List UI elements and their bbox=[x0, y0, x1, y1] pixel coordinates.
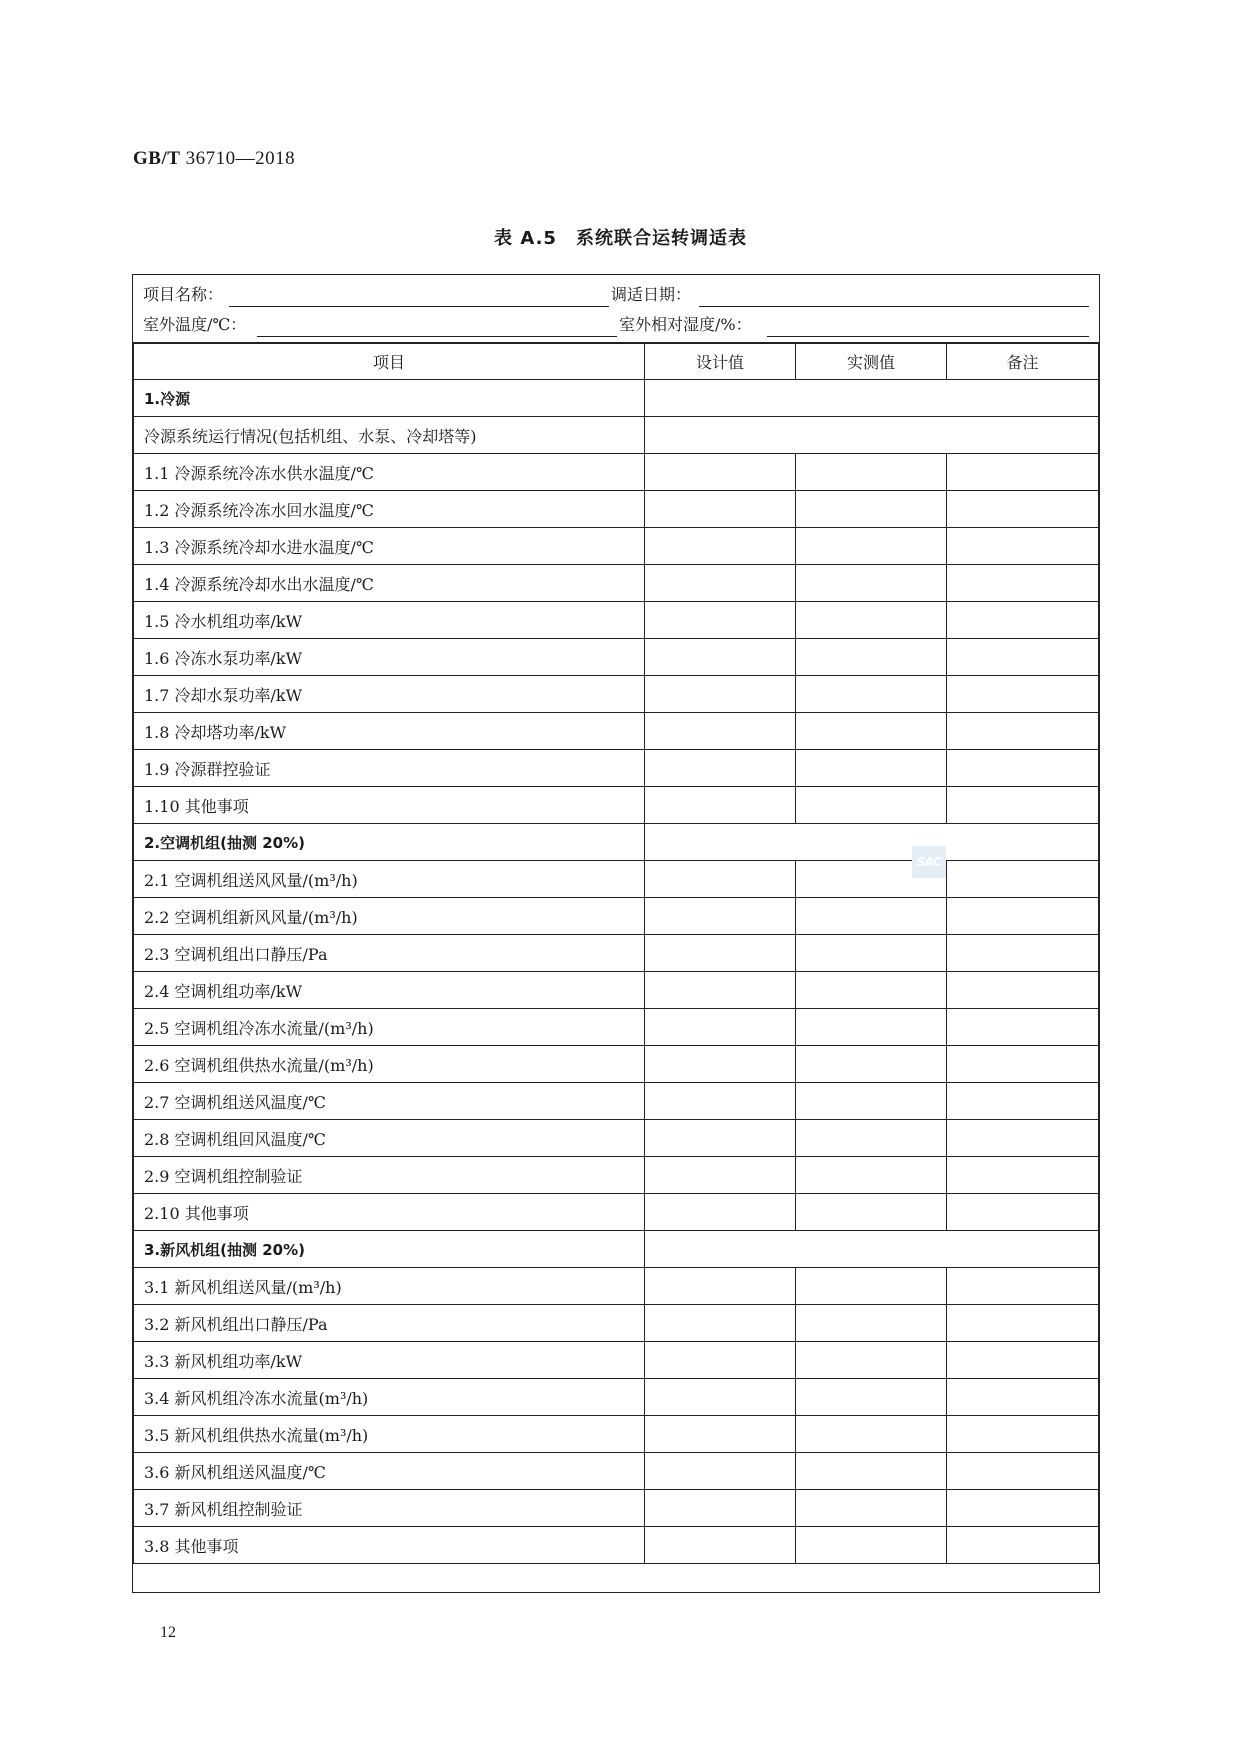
adjust-date-field[interactable] bbox=[699, 306, 1089, 307]
remarks-cell[interactable] bbox=[947, 676, 1099, 713]
remarks-cell[interactable] bbox=[947, 972, 1099, 1009]
row-item-label: 2.4 空调机组功率/kW bbox=[134, 972, 645, 1009]
measured-value-cell[interactable] bbox=[796, 935, 947, 972]
design-value-cell[interactable] bbox=[645, 787, 796, 824]
design-value-cell[interactable] bbox=[645, 972, 796, 1009]
section-row bbox=[134, 380, 1099, 417]
remarks-cell[interactable] bbox=[947, 861, 1099, 898]
row-item-label: 2.1 空调机组送风风量/(m³/h) bbox=[134, 861, 645, 898]
measured-value-cell[interactable] bbox=[796, 750, 947, 787]
table-row bbox=[134, 898, 1099, 935]
table-row bbox=[134, 1268, 1099, 1305]
design-value-cell[interactable] bbox=[645, 1120, 796, 1157]
table-row bbox=[134, 1490, 1099, 1527]
measured-value-cell[interactable] bbox=[796, 1379, 947, 1416]
remarks-cell[interactable] bbox=[947, 1490, 1099, 1527]
row-item-label: 1.6 冷冻水泵功率/kW bbox=[134, 639, 645, 676]
col-header-item: 项目 bbox=[134, 343, 645, 380]
col-header-design-value: 设计值 bbox=[645, 343, 796, 380]
table-row bbox=[134, 676, 1099, 713]
remarks-cell[interactable] bbox=[947, 1416, 1099, 1453]
table-row bbox=[134, 1120, 1099, 1157]
design-value-cell[interactable] bbox=[645, 1157, 796, 1194]
measured-value-cell[interactable] bbox=[796, 1009, 947, 1046]
design-value-cell[interactable] bbox=[645, 750, 796, 787]
row-item-label: 1.1 冷源系统冷冻水供水温度/℃ bbox=[134, 454, 645, 491]
table-row bbox=[134, 417, 1099, 454]
design-value-cell[interactable] bbox=[645, 528, 796, 565]
section-row bbox=[134, 824, 1099, 861]
col-header-remarks: 备注 bbox=[947, 343, 1099, 380]
design-value-cell[interactable] bbox=[645, 1268, 796, 1305]
remarks-cell[interactable] bbox=[947, 602, 1099, 639]
row-item-label: 冷源系统运行情况(包括机组、水泵、冷却塔等) bbox=[134, 417, 645, 454]
section-title: 2.空调机组(抽测 20%) bbox=[134, 824, 645, 861]
design-value-cell[interactable] bbox=[645, 1453, 796, 1490]
table-row bbox=[134, 861, 1099, 898]
design-value-cell[interactable] bbox=[645, 1009, 796, 1046]
section-merged-cell[interactable] bbox=[645, 380, 1099, 417]
design-value-cell[interactable] bbox=[645, 1083, 796, 1120]
remarks-cell[interactable] bbox=[947, 750, 1099, 787]
table-row bbox=[134, 491, 1099, 528]
remarks-cell[interactable] bbox=[947, 528, 1099, 565]
table-row bbox=[134, 1379, 1099, 1416]
measured-value-cell[interactable] bbox=[796, 1194, 947, 1231]
design-value-cell[interactable] bbox=[645, 935, 796, 972]
measured-value-cell[interactable] bbox=[796, 676, 947, 713]
table-row bbox=[134, 454, 1099, 491]
remarks-cell[interactable] bbox=[947, 491, 1099, 528]
table-header-row bbox=[134, 343, 1099, 380]
remarks-cell[interactable] bbox=[947, 639, 1099, 676]
remarks-cell[interactable] bbox=[947, 1157, 1099, 1194]
remarks-cell[interactable] bbox=[947, 1342, 1099, 1379]
design-value-cell[interactable] bbox=[645, 1416, 796, 1453]
row-item-label: 2.2 空调机组新风风量/(m³/h) bbox=[134, 898, 645, 935]
table-row bbox=[134, 565, 1099, 602]
design-value-cell[interactable] bbox=[645, 602, 796, 639]
row-item-label: 3.4 新风机组冷冻水流量(m³/h) bbox=[134, 1379, 645, 1416]
table-row bbox=[134, 1009, 1099, 1046]
row-item-label: 2.5 空调机组冷冻水流量/(m³/h) bbox=[134, 1009, 645, 1046]
measured-value-cell[interactable] bbox=[796, 1490, 947, 1527]
remarks-cell[interactable] bbox=[947, 935, 1099, 972]
measured-value-cell[interactable] bbox=[796, 639, 947, 676]
row-item-label: 1.4 冷源系统冷却水出水温度/℃ bbox=[134, 565, 645, 602]
design-value-cell[interactable] bbox=[645, 713, 796, 750]
remarks-cell[interactable] bbox=[947, 454, 1099, 491]
row-item-label: 1.3 冷源系统冷却水进水温度/℃ bbox=[134, 528, 645, 565]
measured-value-cell[interactable] bbox=[796, 1416, 947, 1453]
remarks-cell[interactable] bbox=[947, 565, 1099, 602]
remarks-cell[interactable] bbox=[947, 1194, 1099, 1231]
design-value-cell[interactable] bbox=[645, 454, 796, 491]
remarks-cell[interactable] bbox=[947, 713, 1099, 750]
row-item-label: 2.8 空调机组回风温度/℃ bbox=[134, 1120, 645, 1157]
sac-watermark: SAC bbox=[912, 846, 946, 878]
table-row bbox=[134, 1416, 1099, 1453]
row-item-label: 2.3 空调机组出口静压/Pa bbox=[134, 935, 645, 972]
info-line-1 bbox=[143, 281, 1089, 307]
section-title: 1.冷源 bbox=[134, 380, 645, 417]
standard-code bbox=[133, 148, 295, 170]
table-row bbox=[134, 1046, 1099, 1083]
standard-number: 36710—2018 bbox=[185, 148, 296, 169]
table-row bbox=[134, 1157, 1099, 1194]
measured-value-cell[interactable] bbox=[796, 1120, 947, 1157]
measured-value-cell[interactable] bbox=[796, 1083, 947, 1120]
row-item-label: 1.7 冷却水泵功率/kW bbox=[134, 676, 645, 713]
row-item-label: 2.7 空调机组送风温度/℃ bbox=[134, 1083, 645, 1120]
measured-value-cell[interactable] bbox=[796, 787, 947, 824]
remarks-cell[interactable] bbox=[947, 1120, 1099, 1157]
table-row bbox=[134, 1342, 1099, 1379]
row-item-label: 2.9 空调机组控制验证 bbox=[134, 1157, 645, 1194]
adjustment-table-frame bbox=[132, 274, 1100, 1593]
row-item-label: 1.10 其他事项 bbox=[134, 787, 645, 824]
measured-value-cell[interactable] bbox=[796, 972, 947, 1009]
table-row bbox=[134, 1453, 1099, 1490]
design-value-cell[interactable] bbox=[645, 1342, 796, 1379]
design-value-cell[interactable] bbox=[645, 861, 796, 898]
measured-value-cell[interactable] bbox=[796, 454, 947, 491]
project-name-field[interactable] bbox=[229, 306, 609, 307]
table-row bbox=[134, 972, 1099, 1009]
remarks-cell[interactable] bbox=[947, 1083, 1099, 1120]
adjust-date-label: 调适日期： bbox=[611, 285, 692, 304]
measured-value-cell[interactable] bbox=[796, 1046, 947, 1083]
design-value-cell[interactable] bbox=[645, 1046, 796, 1083]
row-item-label: 1.8 冷却塔功率/kW bbox=[134, 713, 645, 750]
measured-value-cell[interactable] bbox=[796, 1305, 947, 1342]
row-item-label: 2.6 空调机组供热水流量/(m³/h) bbox=[134, 1046, 645, 1083]
table-row bbox=[134, 787, 1099, 824]
row-item-label: 3.1 新风机组送风量/(m³/h) bbox=[134, 1268, 645, 1305]
measured-value-cell[interactable] bbox=[796, 1268, 947, 1305]
row-item-label: 1.5 冷水机组功率/kW bbox=[134, 602, 645, 639]
project-name-label: 项目名称： bbox=[143, 285, 224, 304]
table-row bbox=[134, 750, 1099, 787]
remarks-cell[interactable] bbox=[947, 1527, 1099, 1564]
outdoor-temp-label: 室外温度/℃： bbox=[143, 315, 247, 334]
measured-value-cell[interactable] bbox=[796, 528, 947, 565]
outdoor-temp-field[interactable] bbox=[257, 336, 617, 337]
measured-value-cell[interactable] bbox=[796, 713, 947, 750]
outdoor-humidity-label: 室外相对湿度/%： bbox=[619, 315, 752, 334]
section-merged-cell[interactable] bbox=[645, 824, 1099, 861]
adjustment-table bbox=[133, 342, 1099, 1564]
col-header-measured-value: 实测值 bbox=[796, 343, 947, 380]
remarks-cell[interactable] bbox=[947, 1046, 1099, 1083]
merged-entry-cell[interactable] bbox=[645, 417, 1099, 454]
outdoor-humidity-field[interactable] bbox=[767, 336, 1089, 337]
design-value-cell[interactable] bbox=[645, 898, 796, 935]
row-item-label: 3.8 其他事项 bbox=[134, 1527, 645, 1564]
measured-value-cell[interactable] bbox=[796, 1157, 947, 1194]
design-value-cell[interactable] bbox=[645, 1305, 796, 1342]
row-item-label: 3.7 新风机组控制验证 bbox=[134, 1490, 645, 1527]
row-item-label: 1.9 冷源群控验证 bbox=[134, 750, 645, 787]
measured-value-cell[interactable] bbox=[796, 1527, 947, 1564]
row-item-label: 3.6 新风机组送风温度/℃ bbox=[134, 1453, 645, 1490]
measured-value-cell[interactable] bbox=[796, 1453, 947, 1490]
section-merged-cell[interactable] bbox=[645, 1231, 1099, 1268]
design-value-cell[interactable] bbox=[645, 1194, 796, 1231]
design-value-cell[interactable] bbox=[645, 1527, 796, 1564]
table-row bbox=[134, 713, 1099, 750]
design-value-cell[interactable] bbox=[645, 1490, 796, 1527]
row-item-label: 1.2 冷源系统冷冻水回水温度/℃ bbox=[134, 491, 645, 528]
measured-value-cell[interactable] bbox=[796, 565, 947, 602]
table-row bbox=[134, 1527, 1099, 1564]
info-block bbox=[133, 275, 1099, 344]
table-row bbox=[134, 528, 1099, 565]
table-row bbox=[134, 1083, 1099, 1120]
table-row bbox=[134, 935, 1099, 972]
row-item-label: 3.5 新风机组供热水流量(m³/h) bbox=[134, 1416, 645, 1453]
measured-value-cell[interactable] bbox=[796, 602, 947, 639]
measured-value-cell[interactable] bbox=[796, 491, 947, 528]
row-item-label: 3.3 新风机组功率/kW bbox=[134, 1342, 645, 1379]
table-row bbox=[134, 1194, 1099, 1231]
table-row bbox=[134, 602, 1099, 639]
row-item-label: 3.2 新风机组出口静压/Pa bbox=[134, 1305, 645, 1342]
remarks-cell[interactable] bbox=[947, 1268, 1099, 1305]
design-value-cell[interactable] bbox=[645, 639, 796, 676]
design-value-cell[interactable] bbox=[645, 676, 796, 713]
table-row bbox=[134, 1305, 1099, 1342]
section-title: 3.新风机组(抽测 20%) bbox=[134, 1231, 645, 1268]
info-line-2 bbox=[143, 311, 1089, 337]
remarks-cell[interactable] bbox=[947, 1009, 1099, 1046]
remarks-cell[interactable] bbox=[947, 1453, 1099, 1490]
remarks-cell[interactable] bbox=[947, 1379, 1099, 1416]
standard-prefix: GB/T bbox=[133, 148, 181, 169]
measured-value-cell[interactable] bbox=[796, 898, 947, 935]
page-number: 12 bbox=[160, 1624, 176, 1641]
design-value-cell[interactable] bbox=[645, 1379, 796, 1416]
remarks-cell[interactable] bbox=[947, 1305, 1099, 1342]
table-title: 表 A.5 系统联合运转调适表 bbox=[494, 228, 747, 249]
section-row bbox=[134, 1231, 1099, 1268]
design-value-cell[interactable] bbox=[645, 565, 796, 602]
remarks-cell[interactable] bbox=[947, 787, 1099, 824]
measured-value-cell[interactable] bbox=[796, 1342, 947, 1379]
design-value-cell[interactable] bbox=[645, 491, 796, 528]
remarks-cell[interactable] bbox=[947, 898, 1099, 935]
table-row bbox=[134, 639, 1099, 676]
row-item-label: 2.10 其他事项 bbox=[134, 1194, 645, 1231]
